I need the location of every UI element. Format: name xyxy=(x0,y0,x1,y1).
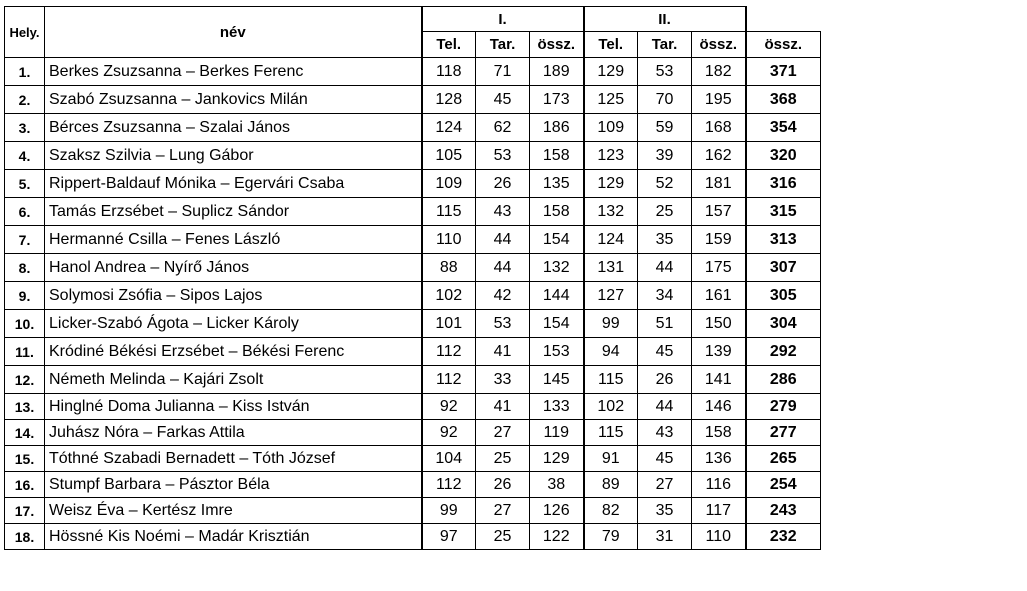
r1-tel-header: Tel. xyxy=(422,32,476,58)
name-cell: Stumpf Barbara – Pásztor Béla xyxy=(45,472,422,498)
name-cell: Németh Melinda – Kajári Zsolt xyxy=(45,366,422,394)
rank-cell: 16. xyxy=(5,472,45,498)
r1-tel-cell: 92 xyxy=(422,394,476,420)
rank-cell: 1. xyxy=(5,58,45,86)
table-row xyxy=(5,114,821,142)
r1-tar-cell: 27 xyxy=(476,498,530,524)
table-row xyxy=(5,366,821,394)
name-cell: Solymosi Zsófia – Sipos Lajos xyxy=(45,282,422,310)
r2-tar-cell: 45 xyxy=(638,446,692,472)
name-cell: Hinglné Doma Julianna – Kiss István xyxy=(45,394,422,420)
r1-tel-cell: 92 xyxy=(422,420,476,446)
r1-tel-cell: 112 xyxy=(422,338,476,366)
r1-ossz-cell: 135 xyxy=(530,170,584,198)
r2-tel-cell: 127 xyxy=(584,282,638,310)
r2-tar-header: Tar. xyxy=(638,32,692,58)
r1-ossz-cell: 158 xyxy=(530,198,584,226)
total-cell: 286 xyxy=(746,366,821,394)
rank-cell: 18. xyxy=(5,524,45,550)
r1-ossz-cell: 132 xyxy=(530,254,584,282)
r1-tel-cell: 102 xyxy=(422,282,476,310)
table-row xyxy=(5,282,821,310)
r1-tel-cell: 112 xyxy=(422,366,476,394)
r1-tar-cell: 43 xyxy=(476,198,530,226)
r1-ossz-cell: 145 xyxy=(530,366,584,394)
table-row xyxy=(5,524,821,550)
r1-tar-cell: 26 xyxy=(476,170,530,198)
table-row xyxy=(5,394,821,420)
r1-ossz-cell: 154 xyxy=(530,310,584,338)
rank-cell: 6. xyxy=(5,198,45,226)
r2-tar-cell: 53 xyxy=(638,58,692,86)
total-cell: 320 xyxy=(746,142,821,170)
r1-tar-cell: 44 xyxy=(476,226,530,254)
r2-tar-cell: 45 xyxy=(638,338,692,366)
table-row xyxy=(5,142,821,170)
r2-tel-cell: 109 xyxy=(584,114,638,142)
name-cell: Hössné Kis Noémi – Madár Krisztián xyxy=(45,524,422,550)
r1-tar-cell: 41 xyxy=(476,338,530,366)
name-cell: Hermanné Csilla – Fenes László xyxy=(45,226,422,254)
r2-ossz-cell: 159 xyxy=(692,226,746,254)
r1-tel-cell: 115 xyxy=(422,198,476,226)
total-cell: 368 xyxy=(746,86,821,114)
rank-cell: 11. xyxy=(5,338,45,366)
table-row xyxy=(5,498,821,524)
rank-cell: 12. xyxy=(5,366,45,394)
r2-tar-cell: 70 xyxy=(638,86,692,114)
r1-tar-cell: 53 xyxy=(476,142,530,170)
r1-ossz-cell: 119 xyxy=(530,420,584,446)
table-row xyxy=(5,58,821,86)
results-table xyxy=(4,6,821,550)
total-cell: 354 xyxy=(746,114,821,142)
total-cell: 232 xyxy=(746,524,821,550)
r2-tel-header: Tel. xyxy=(584,32,638,58)
r1-ossz-cell: 126 xyxy=(530,498,584,524)
name-cell: Weisz Éva – Kertész Imre xyxy=(45,498,422,524)
r1-tar-cell: 25 xyxy=(476,446,530,472)
rank-cell: 14. xyxy=(5,420,45,446)
r1-tel-cell: 118 xyxy=(422,58,476,86)
r2-ossz-cell: 157 xyxy=(692,198,746,226)
table-row xyxy=(5,420,821,446)
r2-tel-cell: 115 xyxy=(584,420,638,446)
blank-header-cell xyxy=(746,7,821,32)
r1-tel-cell: 112 xyxy=(422,472,476,498)
r2-tar-cell: 27 xyxy=(638,472,692,498)
r2-tel-cell: 132 xyxy=(584,198,638,226)
r2-tar-cell: 43 xyxy=(638,420,692,446)
rank-cell: 13. xyxy=(5,394,45,420)
r2-ossz-cell: 158 xyxy=(692,420,746,446)
table-row xyxy=(5,310,821,338)
table-row xyxy=(5,198,821,226)
r1-ossz-cell: 186 xyxy=(530,114,584,142)
total-cell: 279 xyxy=(746,394,821,420)
r1-tar-cell: 26 xyxy=(476,472,530,498)
r2-ossz-cell: 116 xyxy=(692,472,746,498)
rank-cell: 3. xyxy=(5,114,45,142)
r1-ossz-cell: 158 xyxy=(530,142,584,170)
r2-ossz-cell: 162 xyxy=(692,142,746,170)
r2-ossz-header: össz. xyxy=(692,32,746,58)
r2-tel-cell: 91 xyxy=(584,446,638,472)
total-cell: 315 xyxy=(746,198,821,226)
total-cell: 307 xyxy=(746,254,821,282)
r2-tel-cell: 99 xyxy=(584,310,638,338)
r1-tar-header: Tar. xyxy=(476,32,530,58)
rank-cell: 10. xyxy=(5,310,45,338)
round2-header: II. xyxy=(584,7,746,32)
r1-tar-cell: 27 xyxy=(476,420,530,446)
total-cell: 316 xyxy=(746,170,821,198)
r1-tel-cell: 128 xyxy=(422,86,476,114)
r1-tel-cell: 124 xyxy=(422,114,476,142)
table-body xyxy=(5,58,821,550)
total-cell: 305 xyxy=(746,282,821,310)
r1-ossz-cell: 38 xyxy=(530,472,584,498)
r2-ossz-cell: 110 xyxy=(692,524,746,550)
rank-cell: 4. xyxy=(5,142,45,170)
total-cell: 277 xyxy=(746,420,821,446)
r2-tel-cell: 82 xyxy=(584,498,638,524)
table-row xyxy=(5,86,821,114)
r2-ossz-cell: 168 xyxy=(692,114,746,142)
r2-tar-cell: 31 xyxy=(638,524,692,550)
r2-tar-cell: 35 xyxy=(638,498,692,524)
name-cell: Tamás Erzsébet – Suplicz Sándor xyxy=(45,198,422,226)
r2-ossz-cell: 146 xyxy=(692,394,746,420)
r2-ossz-cell: 117 xyxy=(692,498,746,524)
r2-ossz-cell: 181 xyxy=(692,170,746,198)
r2-tel-cell: 129 xyxy=(584,170,638,198)
r1-tel-cell: 109 xyxy=(422,170,476,198)
r2-tel-cell: 102 xyxy=(584,394,638,420)
r1-tel-cell: 101 xyxy=(422,310,476,338)
r1-tel-cell: 97 xyxy=(422,524,476,550)
r2-tar-cell: 44 xyxy=(638,254,692,282)
total-cell: 254 xyxy=(746,472,821,498)
r2-tel-cell: 94 xyxy=(584,338,638,366)
name-cell: Tóthné Szabadi Bernadett – Tóth József xyxy=(45,446,422,472)
r1-tar-cell: 42 xyxy=(476,282,530,310)
r2-tel-cell: 115 xyxy=(584,366,638,394)
r2-ossz-cell: 182 xyxy=(692,58,746,86)
r1-ossz-cell: 173 xyxy=(530,86,584,114)
r1-ossz-cell: 133 xyxy=(530,394,584,420)
r2-ossz-cell: 161 xyxy=(692,282,746,310)
total-cell: 371 xyxy=(746,58,821,86)
rank-cell: 5. xyxy=(5,170,45,198)
grand-total-header: össz. xyxy=(746,32,821,58)
r2-tar-cell: 34 xyxy=(638,282,692,310)
r1-tar-cell: 25 xyxy=(476,524,530,550)
rank-cell: 9. xyxy=(5,282,45,310)
name-cell: Berkes Zsuzsanna – Berkes Ferenc xyxy=(45,58,422,86)
total-cell: 304 xyxy=(746,310,821,338)
r1-ossz-cell: 153 xyxy=(530,338,584,366)
r2-tel-cell: 79 xyxy=(584,524,638,550)
table-header xyxy=(5,7,821,58)
r2-tel-cell: 124 xyxy=(584,226,638,254)
r1-tel-cell: 99 xyxy=(422,498,476,524)
r1-ossz-cell: 154 xyxy=(530,226,584,254)
r1-ossz-cell: 129 xyxy=(530,446,584,472)
name-cell: Kródiné Békési Erzsébet – Békési Ferenc xyxy=(45,338,422,366)
r1-ossz-cell: 122 xyxy=(530,524,584,550)
total-cell: 292 xyxy=(746,338,821,366)
r2-ossz-cell: 136 xyxy=(692,446,746,472)
r1-tar-cell: 71 xyxy=(476,58,530,86)
table-row xyxy=(5,472,821,498)
r2-tar-cell: 26 xyxy=(638,366,692,394)
r1-tel-cell: 105 xyxy=(422,142,476,170)
r2-ossz-cell: 150 xyxy=(692,310,746,338)
r2-ossz-cell: 141 xyxy=(692,366,746,394)
r1-ossz-cell: 144 xyxy=(530,282,584,310)
r2-tar-cell: 52 xyxy=(638,170,692,198)
r1-tar-cell: 45 xyxy=(476,86,530,114)
r1-tar-cell: 41 xyxy=(476,394,530,420)
name-cell: Bérces Zsuzsanna – Szalai János xyxy=(45,114,422,142)
rank-cell: 15. xyxy=(5,446,45,472)
r2-ossz-cell: 175 xyxy=(692,254,746,282)
r2-tar-cell: 51 xyxy=(638,310,692,338)
table-row xyxy=(5,338,821,366)
rank-cell: 2. xyxy=(5,86,45,114)
total-cell: 243 xyxy=(746,498,821,524)
rank-header: Hely. xyxy=(5,7,45,58)
r1-tar-cell: 44 xyxy=(476,254,530,282)
rank-cell: 17. xyxy=(5,498,45,524)
r2-tar-cell: 59 xyxy=(638,114,692,142)
name-cell: Hanol Andrea – Nyírő János xyxy=(45,254,422,282)
r1-ossz-cell: 189 xyxy=(530,58,584,86)
name-cell: Rippert-Baldauf Mónika – Egervári Csaba xyxy=(45,170,422,198)
r2-tel-cell: 131 xyxy=(584,254,638,282)
table-row xyxy=(5,170,821,198)
r1-tel-cell: 88 xyxy=(422,254,476,282)
name-cell: Szabó Zsuzsanna – Jankovics Milán xyxy=(45,86,422,114)
round1-header: I. xyxy=(422,7,584,32)
table-row xyxy=(5,446,821,472)
r2-tel-cell: 125 xyxy=(584,86,638,114)
r2-tar-cell: 25 xyxy=(638,198,692,226)
r1-tar-cell: 53 xyxy=(476,310,530,338)
table-row xyxy=(5,254,821,282)
r2-tar-cell: 44 xyxy=(638,394,692,420)
name-header: név xyxy=(45,7,422,58)
rank-cell: 8. xyxy=(5,254,45,282)
table-row xyxy=(5,226,821,254)
r1-tel-cell: 104 xyxy=(422,446,476,472)
name-cell: Licker-Szabó Ágota – Licker Károly xyxy=(45,310,422,338)
r2-ossz-cell: 195 xyxy=(692,86,746,114)
r2-tar-cell: 35 xyxy=(638,226,692,254)
r2-tar-cell: 39 xyxy=(638,142,692,170)
total-cell: 313 xyxy=(746,226,821,254)
r1-tar-cell: 33 xyxy=(476,366,530,394)
name-cell: Szaksz Szilvia – Lung Gábor xyxy=(45,142,422,170)
rank-cell: 7. xyxy=(5,226,45,254)
r1-tar-cell: 62 xyxy=(476,114,530,142)
r2-tel-cell: 123 xyxy=(584,142,638,170)
r1-tel-cell: 110 xyxy=(422,226,476,254)
r1-ossz-header: össz. xyxy=(530,32,584,58)
r2-tel-cell: 129 xyxy=(584,58,638,86)
name-cell: Juhász Nóra – Farkas Attila xyxy=(45,420,422,446)
total-cell: 265 xyxy=(746,446,821,472)
r2-tel-cell: 89 xyxy=(584,472,638,498)
r2-ossz-cell: 139 xyxy=(692,338,746,366)
